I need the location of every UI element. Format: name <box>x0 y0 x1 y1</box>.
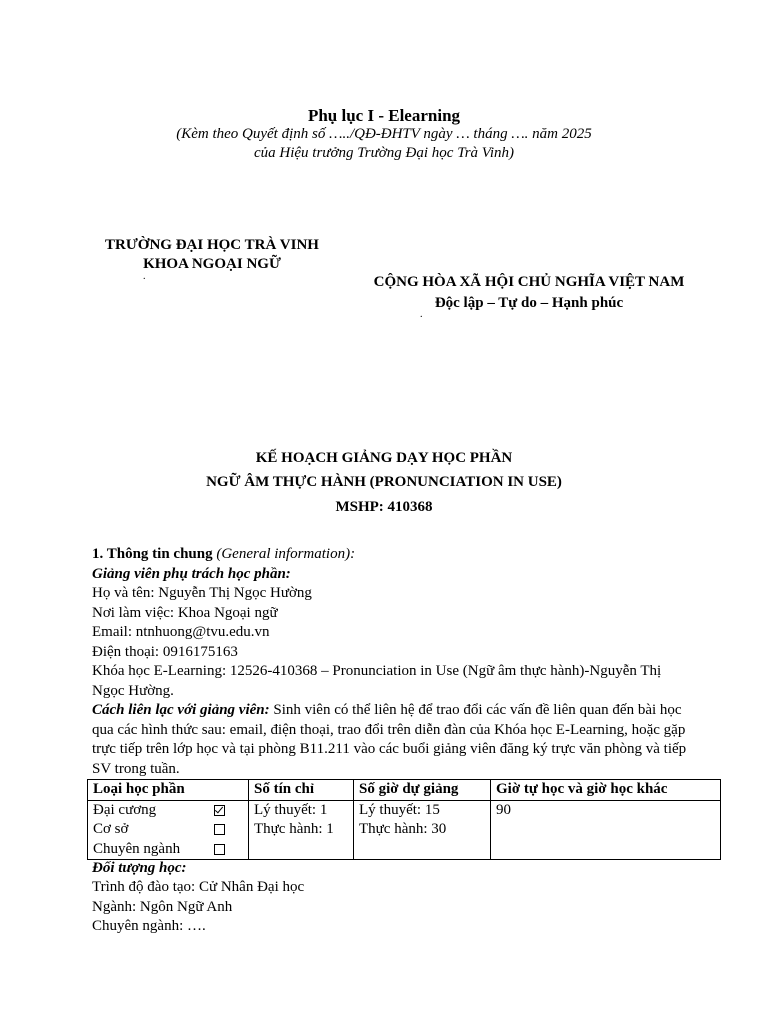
republic-name: CỘNG HÒA XÃ HỘI CHỦ NGHĨA VIỆT NAM <box>373 274 685 290</box>
audience-heading: Đối tượng học: <box>92 860 187 876</box>
hours-practice: Thực hành: 30 <box>359 821 447 837</box>
general-heading-en: (General information): <box>216 546 356 562</box>
course-type-label: Cơ sở <box>93 821 129 837</box>
university-name: TRƯỜNG ĐẠI HỌC TRÀ VINH <box>105 237 319 253</box>
header-self-study-hours: Giờ tự học và giờ học khác <box>491 780 721 801</box>
course-type-cell <box>88 800 249 860</box>
table-header-row <box>88 780 721 801</box>
contact-line1 <box>92 701 682 721</box>
general-heading-line <box>92 545 355 565</box>
course-type-general <box>93 801 243 821</box>
course-name: NGỮ ÂM THỰC HÀNH (PRONUNCIATION IN USE) <box>206 474 562 490</box>
audience-major: Ngành: Ngôn Ngữ Anh <box>92 899 233 915</box>
course-code: MSHP: 410368 <box>335 499 433 515</box>
course-type-foundation <box>93 820 243 840</box>
appendix-note-line1: (Kèm theo Quyết định số …../QĐ-ĐHTV ngày … tháng …. năm 2025 <box>176 126 592 142</box>
course-type-label: Chuyên ngành <box>93 840 181 857</box>
contact-label: Cách liên lạc với giảng viên: <box>92 702 270 718</box>
empty-checkbox-icon[interactable] <box>214 824 225 835</box>
table-row <box>88 800 721 860</box>
self-study-cell <box>491 800 721 860</box>
credits-cell <box>249 800 354 860</box>
appendix-note-line2: của Hiệu trưởng Trường Đại học Trà Vinh) <box>253 145 515 161</box>
audience-level: Trình độ đào tạo: Cử Nhân Đại học <box>92 879 305 895</box>
contact-line4: SV trong tuần. <box>92 761 180 777</box>
empty-checkbox-icon[interactable] <box>214 844 225 855</box>
lecturer-email: Email: ntnhuong@tvu.edu.vn <box>92 624 270 640</box>
appendix-title: Phụ lục I - Elearning <box>307 106 461 125</box>
general-heading: 1. Thông tin chung <box>92 546 213 562</box>
self-study-hours: 90 <box>496 801 511 818</box>
faculty-name: KHOA NGOẠI NGỮ <box>143 256 281 272</box>
small-mark: . <box>420 309 423 320</box>
credits-theory: Lý thuyết: 1 <box>254 801 328 818</box>
audience-specialization: Chuyên ngành: …. <box>92 918 206 934</box>
course-info-table <box>87 779 721 860</box>
hours-cell <box>354 800 491 860</box>
contact-text-1: Sinh viên có thể liên hệ để trao đổi các vấn đề liên quan đến bài học <box>269 702 682 718</box>
small-mark: . <box>143 271 146 282</box>
elearning-course-line1: Khóa học E-Learning: 12526-410368 – Pronunciation in Use (Ngữ âm thực hành)-Nguyễn Thị <box>92 663 662 679</box>
lecturer-name: Họ và tên: Nguyễn Thị Ngọc Hường <box>92 585 312 601</box>
lecturer-heading: Giảng viên phụ trách học phần: <box>92 566 291 582</box>
header-teaching-hours: Số giờ dự giảng <box>354 780 491 801</box>
course-type-label: Đại cương <box>93 801 157 818</box>
motto: Độc lập – Tự do – Hạnh phúc <box>434 295 624 311</box>
header-course-type: Loại học phần <box>88 780 249 801</box>
contact-line2: qua các hình thức sau: email, điện thoại, trao đổi trên diễn đàn của Khóa học E-Learning, hoặc gặp <box>92 722 686 738</box>
contact-line3: trực tiếp trên lớp học và tại phòng B11.211 vào các buổi giảng viên đăng ký trực văn phòng và tiếp <box>92 741 687 757</box>
plan-title: KẾ HOẠCH GIẢNG DẠY HỌC PHẦN <box>255 450 513 466</box>
lecturer-phone: Điện thoại: 0916175163 <box>92 644 238 660</box>
elearning-course-line2: Ngọc Hường. <box>92 683 174 699</box>
lecturer-workplace: Nơi làm việc: Khoa Ngoại ngữ <box>92 605 278 621</box>
hours-theory: Lý thuyết: 15 <box>359 801 440 818</box>
checked-checkbox-icon[interactable] <box>214 805 225 816</box>
header-credits: Số tín chỉ <box>249 780 354 801</box>
credits-practice: Thực hành: 1 <box>254 821 334 837</box>
course-type-specialized <box>93 840 243 860</box>
